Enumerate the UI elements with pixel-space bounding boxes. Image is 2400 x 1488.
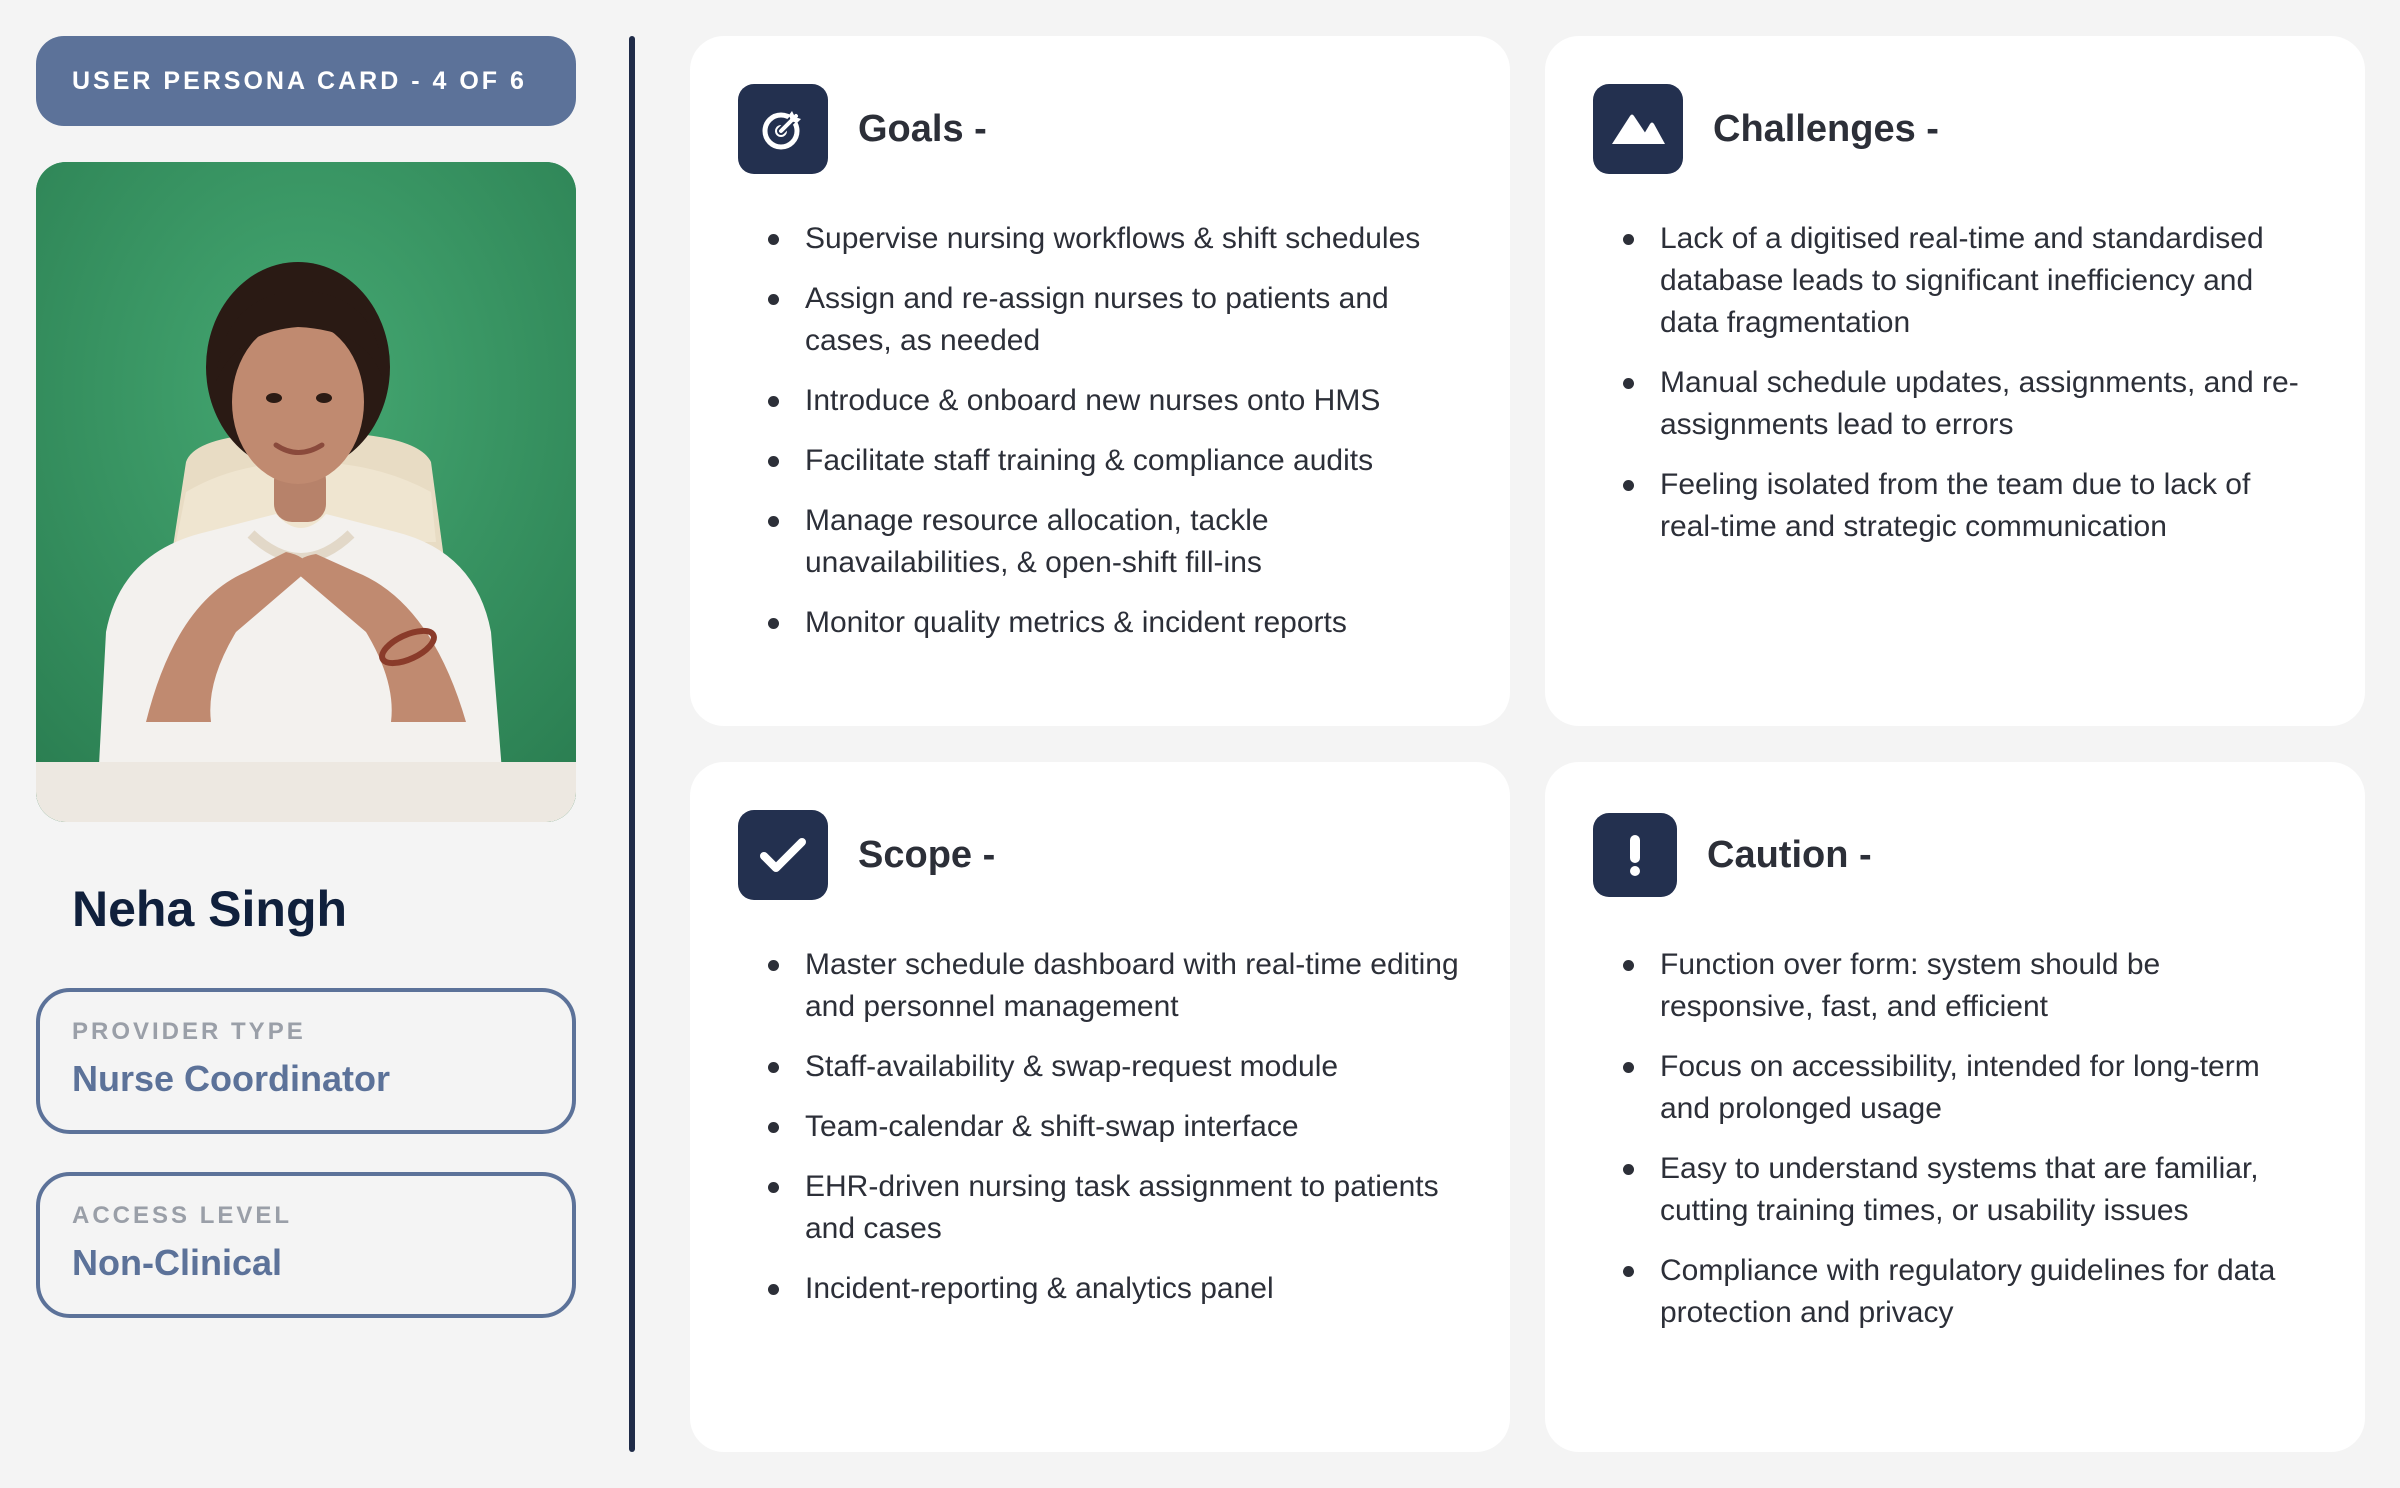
list-item: EHR-driven nursing task assignment to patients and cases [768,1166,1462,1250]
list-item: Assign and re-assign nurses to patients and cases, as needed [768,278,1462,362]
scope-card-header [738,810,1462,900]
persona-name: Neha Singh [72,881,348,937]
list-item: Manage resource allocation, tackle unavailabilities, & open-shift fill-ins [768,500,1462,584]
provider-type-box [36,988,576,1134]
caution-card-header [1593,810,2317,900]
list-item: Compliance with regulatory guidelines for data protection and privacy [1623,1250,2317,1334]
goals-card-header [738,84,1462,174]
scope-list [738,944,1462,1310]
caution-list [1593,944,2317,1334]
persona-card-badge: USER PERSONA CARD - 4 OF 6 [36,36,576,126]
vertical-divider [629,36,635,1452]
list-item: Focus on accessibility, intended for long-term and prolonged usage [1623,1046,2317,1130]
scope-title: Scope - [858,833,996,876]
exclamation-icon [1593,813,1677,897]
scope-card [690,762,1510,1452]
provider-type-value: Nurse Coordinator [72,1058,391,1099]
list-item: Easy to understand systems that are familiar, cutting training times, or usability issues [1623,1148,2317,1232]
list-item: Team-calendar & shift-swap interface [768,1106,1462,1148]
persona-photo [36,162,576,822]
caution-card [1545,762,2365,1452]
target-dart-icon [738,84,828,174]
caution-title: Caution - [1707,833,1872,876]
access-level-value: Non-Clinical [72,1242,283,1283]
mountain-icon [1593,84,1683,174]
goals-title: Goals - [858,107,987,150]
list-item: Feeling isolated from the team due to lack of real-time and strategic communication [1623,464,2317,548]
list-item: Lack of a digitised real-time and standardised database leads to significant inefficiency and data fragmentation [1623,218,2317,344]
list-item: Facilitate staff training & compliance audits [768,440,1462,482]
list-item: Introduce & onboard new nurses onto HMS [768,380,1462,422]
goals-card [690,36,1510,726]
list-item: Monitor quality metrics & incident reports [768,602,1462,644]
access-level-label: ACCESS LEVEL [72,1202,293,1229]
challenges-list [1593,218,2317,548]
list-item: Staff-availability & swap-request module [768,1046,1462,1088]
list-item: Incident-reporting & analytics panel [768,1268,1462,1310]
challenges-card [1545,36,2365,726]
challenges-card-header [1593,84,2317,174]
persona-sidebar [36,36,576,1318]
goals-list [738,218,1462,644]
list-item: Function over form: system should be responsive, fast, and efficient [1623,944,2317,1028]
checkmark-icon [738,810,828,900]
list-item: Manual schedule updates, assignments, and re-assignments lead to errors [1623,362,2317,446]
access-level-box [36,1172,576,1318]
provider-type-label: PROVIDER TYPE [72,1018,306,1045]
challenges-title: Challenges - [1713,107,1939,150]
list-item: Master schedule dashboard with real-time editing and personnel management [768,944,1462,1028]
list-item: Supervise nursing workflows & shift schedules [768,218,1462,260]
persona-portrait-illustration [36,162,576,822]
